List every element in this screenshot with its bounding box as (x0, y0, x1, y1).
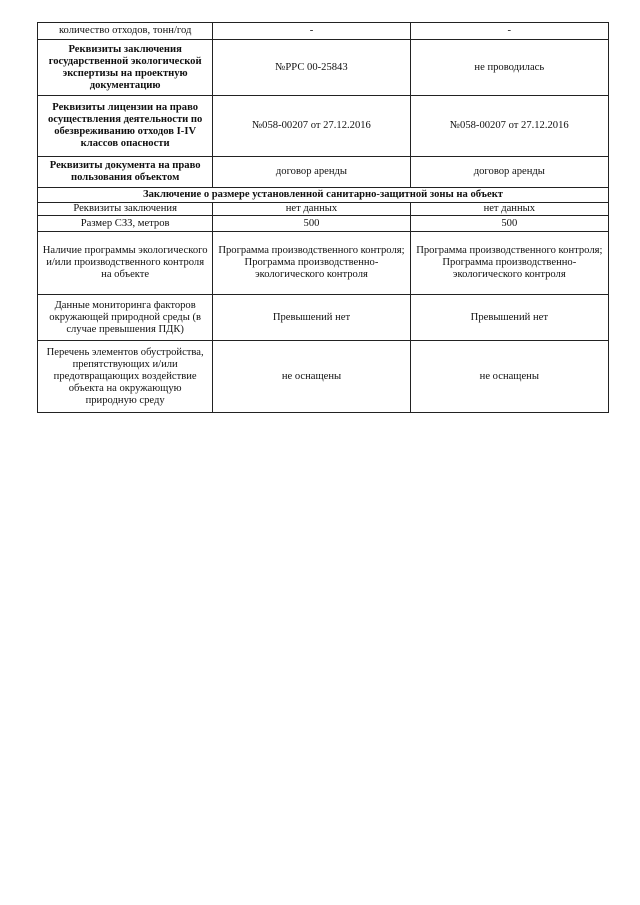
table-row (38, 157, 609, 188)
license-value-a: №058-00207 от 27.12.2016 (213, 96, 410, 157)
license-label: Реквизиты лицензии на право осуществления деятельности по обезвреживанию отходов I-IV классов опасности (38, 96, 213, 157)
control-program-label: Наличие программы экологического и/или производственного контроля на объекте (38, 232, 213, 295)
waste-object-info-table (37, 22, 609, 413)
szz-requisites-label: Реквизиты заключения (38, 203, 213, 216)
szz-section-title: Заключение о размере установленной санитарно-защитной зоны на объект (38, 188, 609, 203)
szz-requisites-value-a: нет данных (213, 203, 410, 216)
waste-quantity-value-b: - (410, 23, 608, 40)
table-row (38, 341, 609, 413)
waste-quantity-value-a: - (213, 23, 410, 40)
license-value-b: №058-00207 от 27.12.2016 (410, 96, 608, 157)
expertise-value-b: не проводилась (410, 40, 608, 96)
protection-elements-label: Перечень элементов обустройства, препятствующих и/или предотвращающих воздействие объекта на окружающую природную среду (38, 341, 213, 413)
table-row (38, 96, 609, 157)
section-header-row (38, 188, 609, 203)
control-program-value-b: Программа производственного контроля; Программа производственно-экологического контроля (410, 232, 608, 295)
table-row (38, 203, 609, 216)
waste-quantity-label: количество отходов, тонн/год (38, 23, 213, 40)
expertise-value-a: №РРС 00-25843 (213, 40, 410, 96)
table-row (38, 23, 609, 40)
monitoring-value-b: Превышений нет (410, 295, 608, 341)
table-row (38, 232, 609, 295)
szz-requisites-value-b: нет данных (410, 203, 608, 216)
use-right-value-a: договор аренды (213, 157, 410, 188)
expertise-label: Реквизиты заключения государственной экологической экспертизы на проектную документацию (38, 40, 213, 96)
szz-size-value-a: 500 (213, 216, 410, 232)
monitoring-value-a: Превышений нет (213, 295, 410, 341)
szz-size-value-b: 500 (410, 216, 608, 232)
use-right-value-b: договор аренды (410, 157, 608, 188)
use-right-label: Реквизиты документа на право пользования объектом (38, 157, 213, 188)
protection-elements-value-b: не оснащены (410, 341, 608, 413)
table-row (38, 216, 609, 232)
table-row (38, 295, 609, 341)
szz-size-label: Размер СЗЗ, метров (38, 216, 213, 232)
protection-elements-value-a: не оснащены (213, 341, 410, 413)
table-row (38, 40, 609, 96)
monitoring-label: Данные мониторинга факторов окружающей природной среды (в случае превышения ПДК) (38, 295, 213, 341)
control-program-value-a: Программа производственного контроля; Программа производственно-экологического контроля (213, 232, 410, 295)
